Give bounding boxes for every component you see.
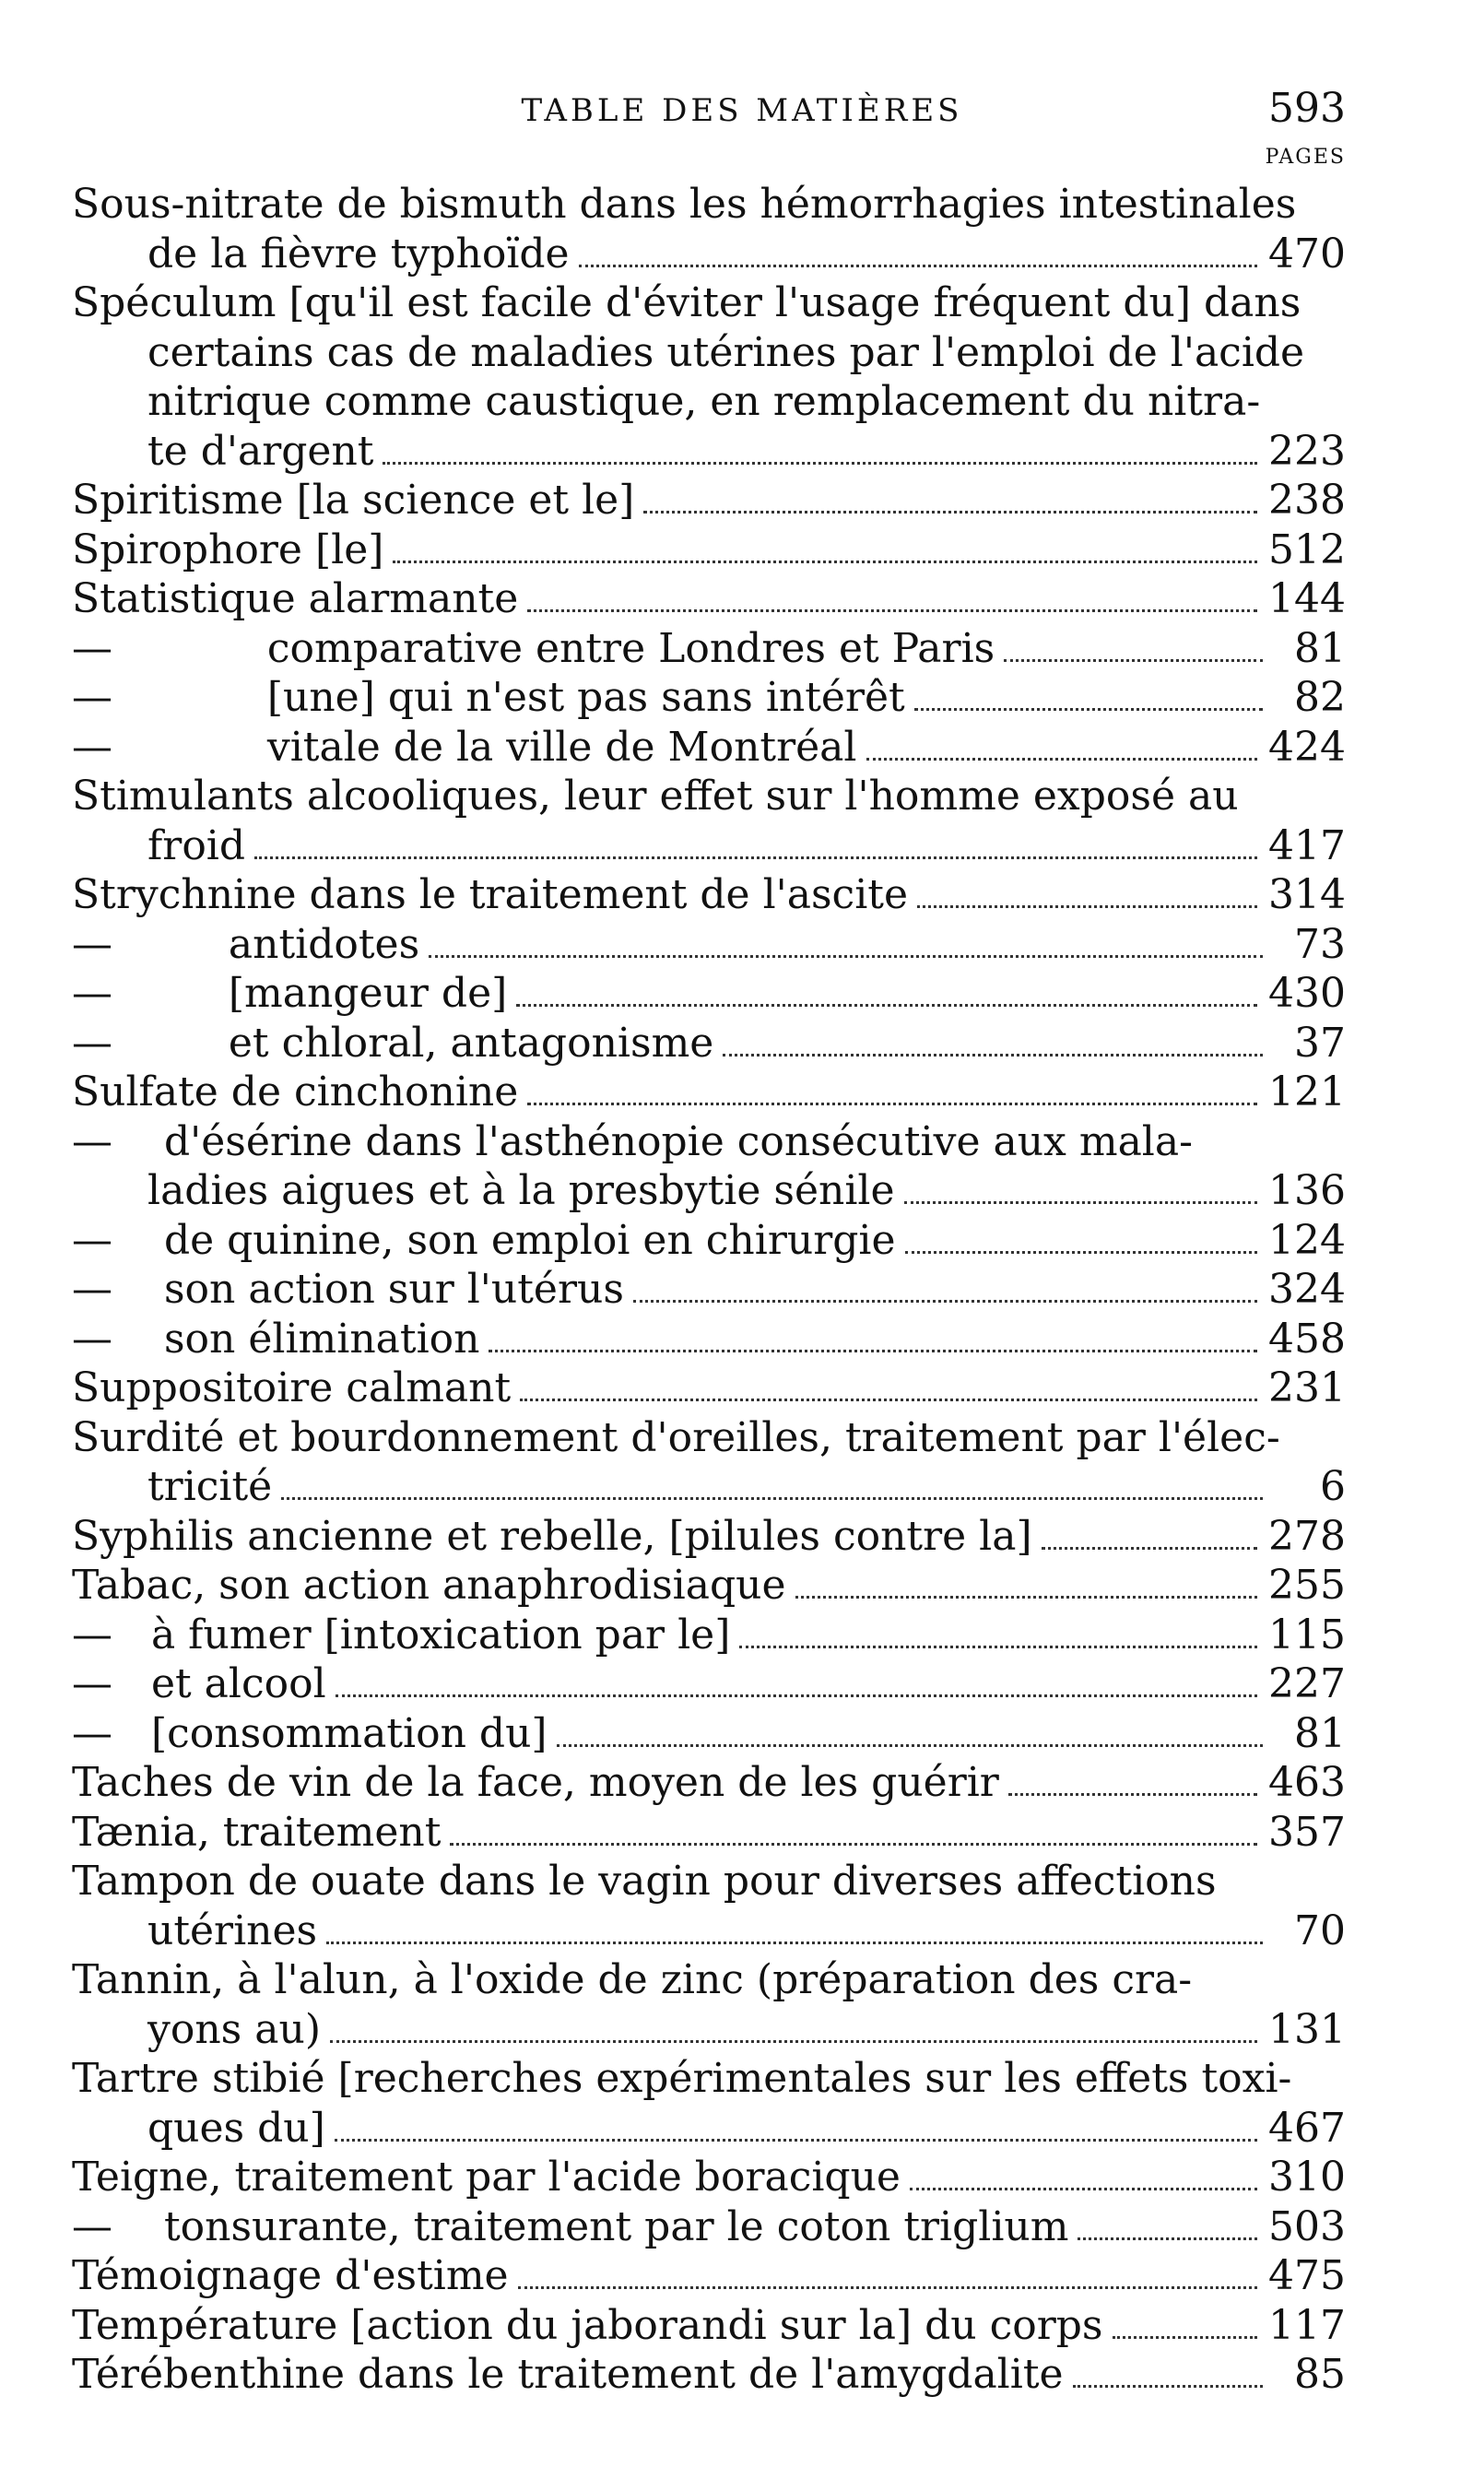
index-entry [72,1019,1346,1068]
entry-text: ladies aigues et à la presbytie sénile [147,1167,895,1214]
entry-text: — de quinine, son emploi en chirurgie [72,1216,896,1264]
entry-text: Syphilis ancienne et rebelle, [pilules contre la] [72,1512,1032,1560]
entry-page-number: 117 [1268,2301,1346,2349]
entry-text: Statistique alarmante [72,575,519,622]
index-entry [72,1413,1346,1463]
entry-page-number: 82 [1294,674,1346,721]
entry-page-number: 131 [1268,2005,1346,2053]
dot-leader [795,1596,1258,1599]
entry-text: Spirophore [le] [72,525,384,573]
index-entry [72,1117,1346,1167]
entry-page-number: 238 [1268,477,1346,524]
entry-page-number: 357 [1268,1808,1346,1856]
entry-text: Teigne, traitement par l'acide boracique [72,2154,901,2201]
entry-text: — antidotes [72,920,420,968]
entry-text: tricité [147,1463,273,1510]
index-entry [72,1857,1346,1906]
index-entries [72,180,1346,2400]
dot-leader [383,462,1257,465]
dot-leader [429,955,1263,958]
index-entry [72,2350,1346,2400]
dot-leader [393,561,1257,563]
index-entry [72,870,1346,920]
index-entry [72,1659,1346,1709]
entry-page-number: 124 [1268,1216,1346,1264]
entry-text: Térébenthine dans le traitement de l'amygdalite [72,2351,1064,2398]
index-entry [72,1512,1346,1562]
entry-page-number: 121 [1268,1068,1346,1115]
entry-page-number: 417 [1268,821,1346,869]
entry-page-number: 6 [1320,1463,1346,1510]
dot-leader [518,2286,1257,2289]
entry-text: te d'argent [147,427,374,475]
entry-text: — tonsurante, traitement par le coton triglium [72,2202,1069,2250]
entry-text: Témoignage d'estime [72,2252,509,2299]
index-entry [72,624,1346,674]
index-entry [72,525,1346,575]
entry-text: — [une] qui n'est pas sans intérêt [72,674,905,721]
entry-text: certains cas de maladies utérines par l'emploi de l'acide [147,328,1305,376]
index-entry [72,2301,1346,2351]
entry-page-number: 136 [1268,1167,1346,1214]
index-entry [72,821,1346,871]
index-entry [72,1462,1346,1512]
index-entry [72,1265,1346,1315]
entry-page-number: 255 [1268,1562,1346,1609]
index-entry [72,377,1346,427]
entry-page-number: 503 [1268,2202,1346,2250]
index-entry [72,230,1346,279]
entry-page-number: 37 [1294,1019,1346,1067]
dot-leader [905,1251,1258,1254]
dot-leader [866,758,1258,761]
entry-page-number: 73 [1294,920,1346,968]
index-entry [72,1216,1346,1266]
entry-page-number: 463 [1268,1759,1346,1806]
index-entry [72,1068,1346,1117]
index-entry [72,2202,1346,2252]
entry-text: Surdité et bourdonnement d'oreilles, traitement par l'élec- [72,1413,1280,1461]
index-entry [72,969,1346,1019]
dot-leader [633,1300,1257,1303]
dot-leader [489,1350,1257,1352]
entry-text: Spéculum [qu'il est facile d'éviter l'usage fréquent du] dans [72,279,1301,326]
entry-page-number: 85 [1294,2351,1346,2398]
entry-text: Tannin, à l'alun, à l'oxide de zinc (préparation des cra- [72,1956,1193,2003]
entry-text: — vitale de la ville de Montréal [72,723,857,771]
entry-text: — [consommation du] [72,1709,548,1757]
entry-page-number: 278 [1268,1512,1346,1560]
entry-text: froid [147,821,246,869]
index-entry [72,180,1346,230]
index-entry [72,2251,1346,2301]
dot-leader [254,856,1257,859]
entry-text: de la fièvre typhoïde [147,230,570,277]
entry-text: — à fumer [intoxication par le] [72,1611,731,1658]
index-entry [72,1561,1346,1611]
dot-leader [1004,659,1263,662]
entry-page-number: 81 [1294,1709,1346,1757]
entry-text: Stimulants alcooliques, leur effet sur l'homme exposé au [72,773,1239,820]
entry-text: Tartre stibié [recherches expérimentales sur les effets toxi- [72,2055,1292,2102]
index-entry [72,772,1346,821]
entry-page-number: 430 [1268,970,1346,1017]
index-entry [72,2005,1346,2055]
entry-text: Suppositoire calmant [72,1364,512,1411]
entry-text: ques du] [147,2104,325,2152]
dot-leader [336,1694,1257,1697]
dot-leader [910,2188,1257,2190]
entry-page-number: 227 [1268,1660,1346,1707]
dot-leader [326,1942,1263,1944]
index-entry [72,2153,1346,2202]
entry-page-number: 324 [1268,1266,1346,1313]
entry-text: Taches de vin de la face, moyen de les guérir [72,1759,999,1806]
entry-text: Tampon de ouate dans le vagin pour diverses affections [72,1858,1217,1905]
index-entry [72,2054,1346,2104]
index-entry [72,1709,1346,1759]
entry-text: — comparative entre Londres et Paris [72,624,995,672]
index-entry [72,673,1346,723]
index-entry [72,1315,1346,1364]
index-entry [72,1955,1346,2005]
entry-text: — et chloral, antagonisme [72,1019,714,1067]
entry-text: Tænia, traitement [72,1808,442,1856]
dot-leader [330,2040,1257,2043]
dot-leader [914,708,1263,711]
index-entry [72,1611,1346,1660]
index-entry [72,1808,1346,1858]
index-entry [72,1166,1346,1216]
entry-text: — son action sur l'utérus [72,1266,624,1313]
entry-page-number: 314 [1268,871,1346,918]
entry-page-number: 310 [1268,2154,1346,2201]
dot-leader [1078,2237,1257,2240]
dot-leader [450,1843,1257,1846]
index-entry [72,476,1346,525]
dot-leader [579,265,1257,267]
dot-leader [904,1201,1257,1204]
entry-text: Sulfate de cinchonine [72,1068,519,1115]
entry-page-number: 70 [1294,1906,1346,1954]
entry-text: — et alcool [72,1660,326,1707]
dot-leader [557,1744,1263,1747]
index-entry [72,920,1346,970]
entry-text: — d'ésérine dans l'asthénopie consécutive aux mala- [72,1117,1193,1165]
index-entry [72,328,1346,378]
entry-text: Sous-nitrate de bismuth dans les hémorrhagies intestinales [72,181,1297,228]
page-number: 593 [1268,85,1346,132]
entry-page-number: 512 [1268,525,1346,573]
entry-text: yons au) [147,2005,321,2053]
entry-text: Température [action du jaborandi sur la] du corps [72,2301,1103,2349]
entry-text: — [mangeur de] [72,970,508,1017]
dot-leader [516,1004,1257,1007]
pages-column-label: PAGES [1265,146,1346,169]
dot-leader [520,1399,1257,1401]
dot-leader [1113,2336,1258,2339]
entry-page-number: 223 [1268,427,1346,475]
entry-text: Strychnine dans le traitement de l'ascite [72,871,908,918]
dot-leader [723,1054,1263,1056]
index-entry [72,1906,1346,1956]
entry-page-number: 231 [1268,1364,1346,1411]
dot-leader [739,1646,1257,1648]
dot-leader [1008,1793,1257,1796]
index-entry [72,723,1346,773]
index-entry [72,574,1346,624]
entry-text: nitrique comme caustique, en remplacement du nitra- [147,378,1261,425]
running-header-title: TABLE DES MATIÈRES [521,92,963,129]
entry-text: Spiritisme [la science et le] [72,477,635,524]
entry-page-number: 470 [1268,230,1346,277]
entry-page-number: 475 [1268,2252,1346,2299]
entry-text: utérines [147,1906,318,1954]
entry-text: Tabac, son action anaphrodisiaque [72,1562,786,1609]
index-entry [72,427,1346,477]
entry-page-number: 115 [1268,1611,1346,1658]
entry-page-number: 467 [1268,2104,1346,2152]
dot-leader [1042,1547,1257,1550]
dot-leader [917,905,1257,908]
index-entry [72,2104,1346,2154]
entry-page-number: 458 [1268,1315,1346,1363]
dot-leader [643,511,1257,513]
dot-leader [527,609,1257,612]
entry-page-number: 424 [1268,723,1346,771]
dot-leader [281,1497,1263,1500]
dot-leader [335,2139,1257,2142]
entry-page-number: 81 [1294,624,1346,672]
index-entry [72,278,1346,328]
entry-page-number: 144 [1268,575,1346,622]
dot-leader [527,1103,1257,1105]
index-entry [72,1758,1346,1808]
dot-leader [1073,2385,1263,2388]
index-entry [72,1363,1346,1413]
entry-text: — son élimination [72,1315,480,1363]
